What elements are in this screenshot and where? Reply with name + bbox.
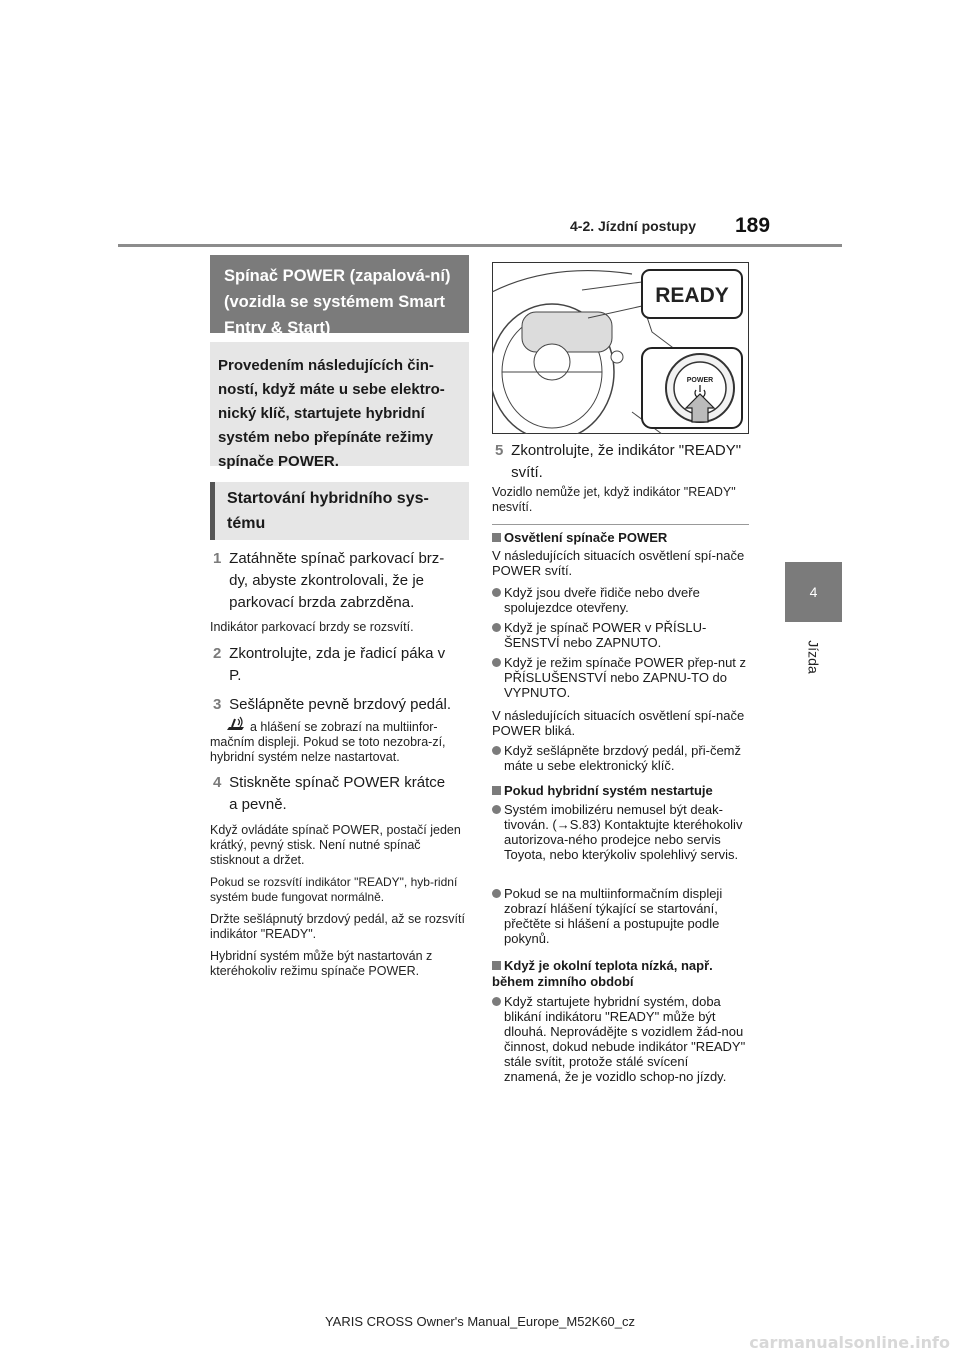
power-blinking-intro: V následujících situacích osvětlení spí-nače POWER bliká. [492,708,745,738]
step-3-note: a hlášení se zobrazí na multiinfor-mačním displeji. Pokud se toto nezobra-zí, hybridní systém nelze nastartovat. [210,720,446,764]
step-4-note-3: Držte sešlápnutý brzdový pedál, až se rozsvítí indikátor "READY". [210,912,465,941]
step-4-number: 4 [213,774,222,791]
subheading-power-lighting: Osvětlení spínače POWER [492,530,749,546]
step-4 [213,772,449,816]
step-1-text: Zatáhněte spínač parkovací brz-dy, abyste zkontrolovali, že je parkovací brzda zabrzděna. [229,550,445,611]
power-lighting-bullet-2: Když je spínač POWER v PŘÍSLU-ŠENSTVÍ nebo ZAPNUTO. [492,620,747,650]
power-lighting-intro: V následujících situacích osvětlení spí-nače POWER svítí. [492,548,745,578]
circle-bullet-icon [492,623,501,632]
chapter-title [786,632,842,682]
dashboard-illustration [492,262,749,434]
not-starting-bullet-1: Systém imobilizéru nemusel být deak-tivován. (→S.83) Kontaktujte kteréhokoliv autorizova-ného prodejce nebo servis Toyota, nebo kterýkoliv spolehlivý servis. [492,802,747,862]
circle-bullet-icon [492,588,501,597]
step-2 [213,643,449,687]
step-4-note-1: Když ovládáte spínač POWER, postačí jeden krátký, pevný stisk. Není nutné spínač stisknout a držet. [210,823,461,867]
step-1-note: Indikátor parkovací brzdy se rozsvítí. [210,620,414,634]
step-3-text: Sešlápněte pevně brzdový pedál. [229,696,451,713]
circle-bullet-icon [492,746,501,755]
page-number: 189 [735,214,771,237]
step-5-text: Zkontrolujte, že indikátor "READY" svítí. [511,442,742,481]
square-bullet-icon [492,786,501,795]
step-4-note-4: Hybridní systém může být nastartován z kteréhokoliv režimu spínače POWER. [210,949,433,978]
header-rule [118,244,842,247]
step-4-text: Stiskněte spínač POWER krátce a pevně. [229,774,446,813]
power-lighting-bullet-1: Když jsou dveře řidiče nebo dveře spolujezdce otevřeny. [492,585,747,615]
step-5-number: 5 [495,442,504,459]
step-3 [213,694,474,716]
circle-bullet-icon [492,805,501,814]
chapter-number-tab: 4 [785,562,842,622]
low-temperature-bullet-1: Když startujete hybridní systém, doba blikání indikátoru "READY" může být dlouhá. Neprovádějte s vozidlem žád-nou činnost, dokud nebude indikátor "READY" stále svítit, protože stálé svícení znamená, že je vozidlo schop-no jízdy. [492,994,747,1084]
square-bullet-icon [492,961,501,970]
circle-bullet-icon [492,889,501,898]
step-5 [495,440,751,484]
step-2-number: 2 [213,645,222,662]
power-blinking-bullet-1: Když sešlápněte brzdový pedál, při-čemž máte u sebe elektronický klíč. [492,743,747,773]
page-footer: YARIS CROSS Owner's Manual_Europe_M52K60_cz [324,1314,636,1329]
step-1 [213,548,449,614]
section-header: 4-2. Jízdní postupy [570,218,697,234]
circle-bullet-icon [492,658,501,667]
not-starting-bullet-2: Pokud se na multiinformačním displeji zobrazí hlášení týkající se startování, přečtěte si hlášení a postupujte podle pokynů. [492,886,747,946]
ready-indicator-label: READY [655,284,729,307]
circle-bullet-icon [492,997,501,1006]
chapter-title-text: Jízda [806,640,822,674]
step-3-number: 3 [213,696,222,713]
step-1-number: 1 [213,550,222,567]
step-2-text: Zkontrolujte, zda je řadicí páka v P. [229,645,446,684]
power-lighting-bullet-3: Když je režim spínače POWER přep-nut z PŘÍSLUŠENSTVÍ nebo ZAPNU-TO do VYPNUTO. [492,655,747,700]
step-4-note-2: Pokud se rozsvítí indikátor "READY", hyb-ridní systém bude fungovat normálně. [210,875,458,904]
subheading-low-temperature: Když je okolní teplota nízká, např. během zimního období [492,958,713,989]
section-divider [492,524,749,525]
subsection-title: Startování hybridního sys-tému [210,482,469,540]
step-5-note: Vozidlo nemůže jet, když indikátor "READY" nesvítí. [492,485,736,514]
square-bullet-icon [492,533,501,542]
lead-paragraph: Provedením následujících čin-ností, když máte u sebe elektro-nický klíč, startujete hybridní systém nebo přepínáte režimy spínače POWER. [210,342,469,466]
watermark: carmanualsonline.info [749,1333,950,1352]
section-title-box: Spínač POWER (zapalová-ní) (vozidla se systémem Smart Entry & Start) [210,255,469,333]
power-button-label: POWER [686,377,714,384]
subheading-not-starting: Pokud hybridní systém nestartuje [492,783,749,799]
